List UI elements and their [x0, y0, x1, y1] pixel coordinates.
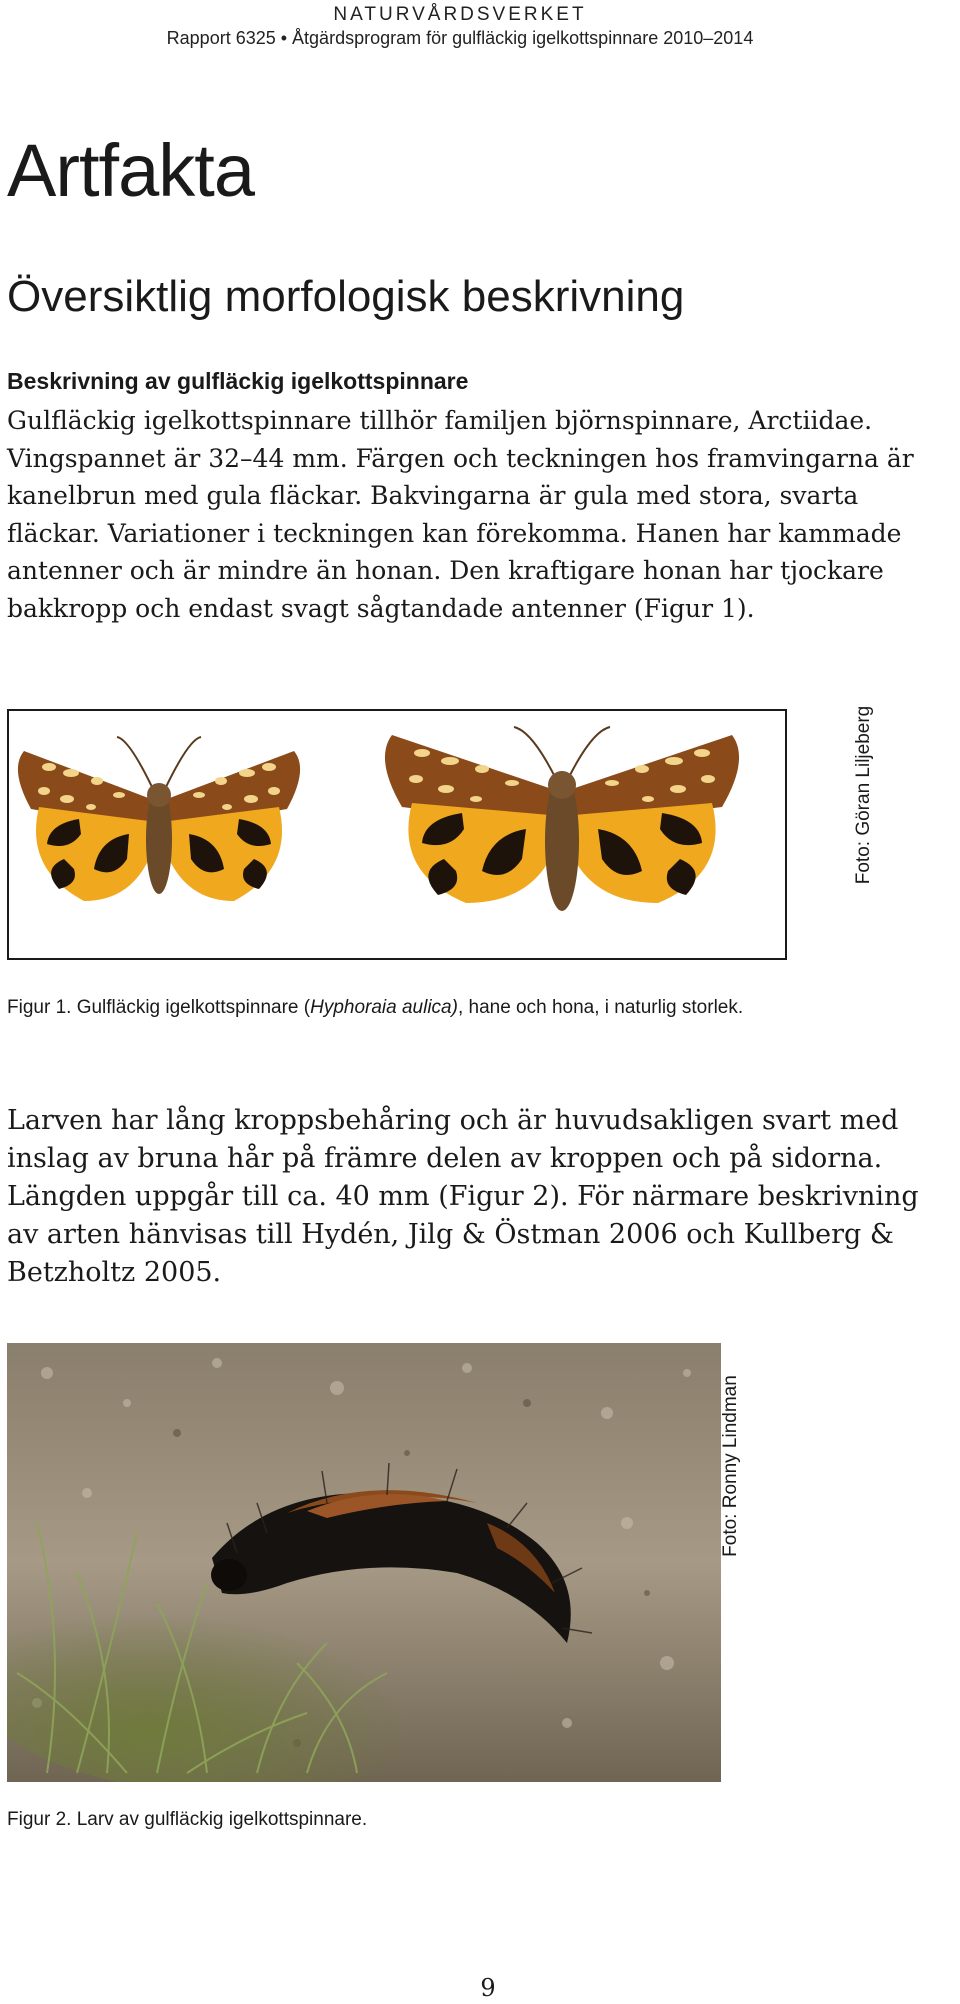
subsection-title: Översiktlig morfologisk beskrivning — [7, 272, 685, 321]
moth-male — [18, 737, 300, 901]
figure-2-caption: Figur 2. Larv av gulfläckig igelkottspinnare. — [7, 1809, 368, 1830]
figure-1-caption-suffix: , hane och hona, i naturlig storlek. — [457, 997, 744, 1018]
figure-1-photo-credit: Foto: Göran Liljeberg — [853, 705, 874, 885]
running-header-report: Rapport 6325 • Åtgärdsprogram för gulfläckig igelkottspinnare 2010–2014 — [166, 28, 754, 48]
running-header-organization: NATURVÅRDSVERKET — [333, 4, 587, 25]
section-title: Artfakta — [7, 129, 254, 212]
description-heading: Beskrivning av gulfläckig igelkottspinnare — [7, 368, 469, 394]
figure-2-photo-credit: Foto: Ronny Lindman — [720, 1375, 741, 1557]
moth-female — [385, 727, 739, 911]
moth-illustrations — [9, 711, 785, 958]
figure-2-photo — [7, 1343, 721, 1782]
description-paragraph: Gulfläckig igelkottspinnare tillhör familjen björnspinnare, Arctiidae. Vingspannet är 32–44 mm. Färgen och teckningen hos framvingarna är kanelbrun med gula fläckar. Bakvingarna är gula med stora, svarta fläckar. Variationer i teckningen kan förekomma. Hanen har kammade antenner och är mindre än honan. Den kraftigare honan har tjockare bakkropp och endast svagt sågtandade antenner (Figur 1). — [7, 406, 914, 623]
figure-1-caption-prefix: Figur 1. Gulfläckig igelkottspinnare ( — [7, 997, 311, 1018]
figure-1-caption — [7, 997, 743, 1019]
larva-paragraph: Larven har lång kroppsbehåring och är huvudsakligen svart med inslag av bruna hår på främre delen av kroppen och på sidorna. Längden uppgår till ca. 40 mm (Figur 2). För närmare beskrivning av arten hänvisas till Hydén, Jilg & Östman 2006 och Kullberg & Betzholtz 2005. — [7, 1105, 919, 1288]
figure-1-frame — [7, 709, 787, 960]
larva-photo — [7, 1343, 721, 1782]
page-number: 9 — [480, 1974, 496, 2002]
figure-1-caption-species: Hyphoraia aulica) — [310, 997, 458, 1018]
